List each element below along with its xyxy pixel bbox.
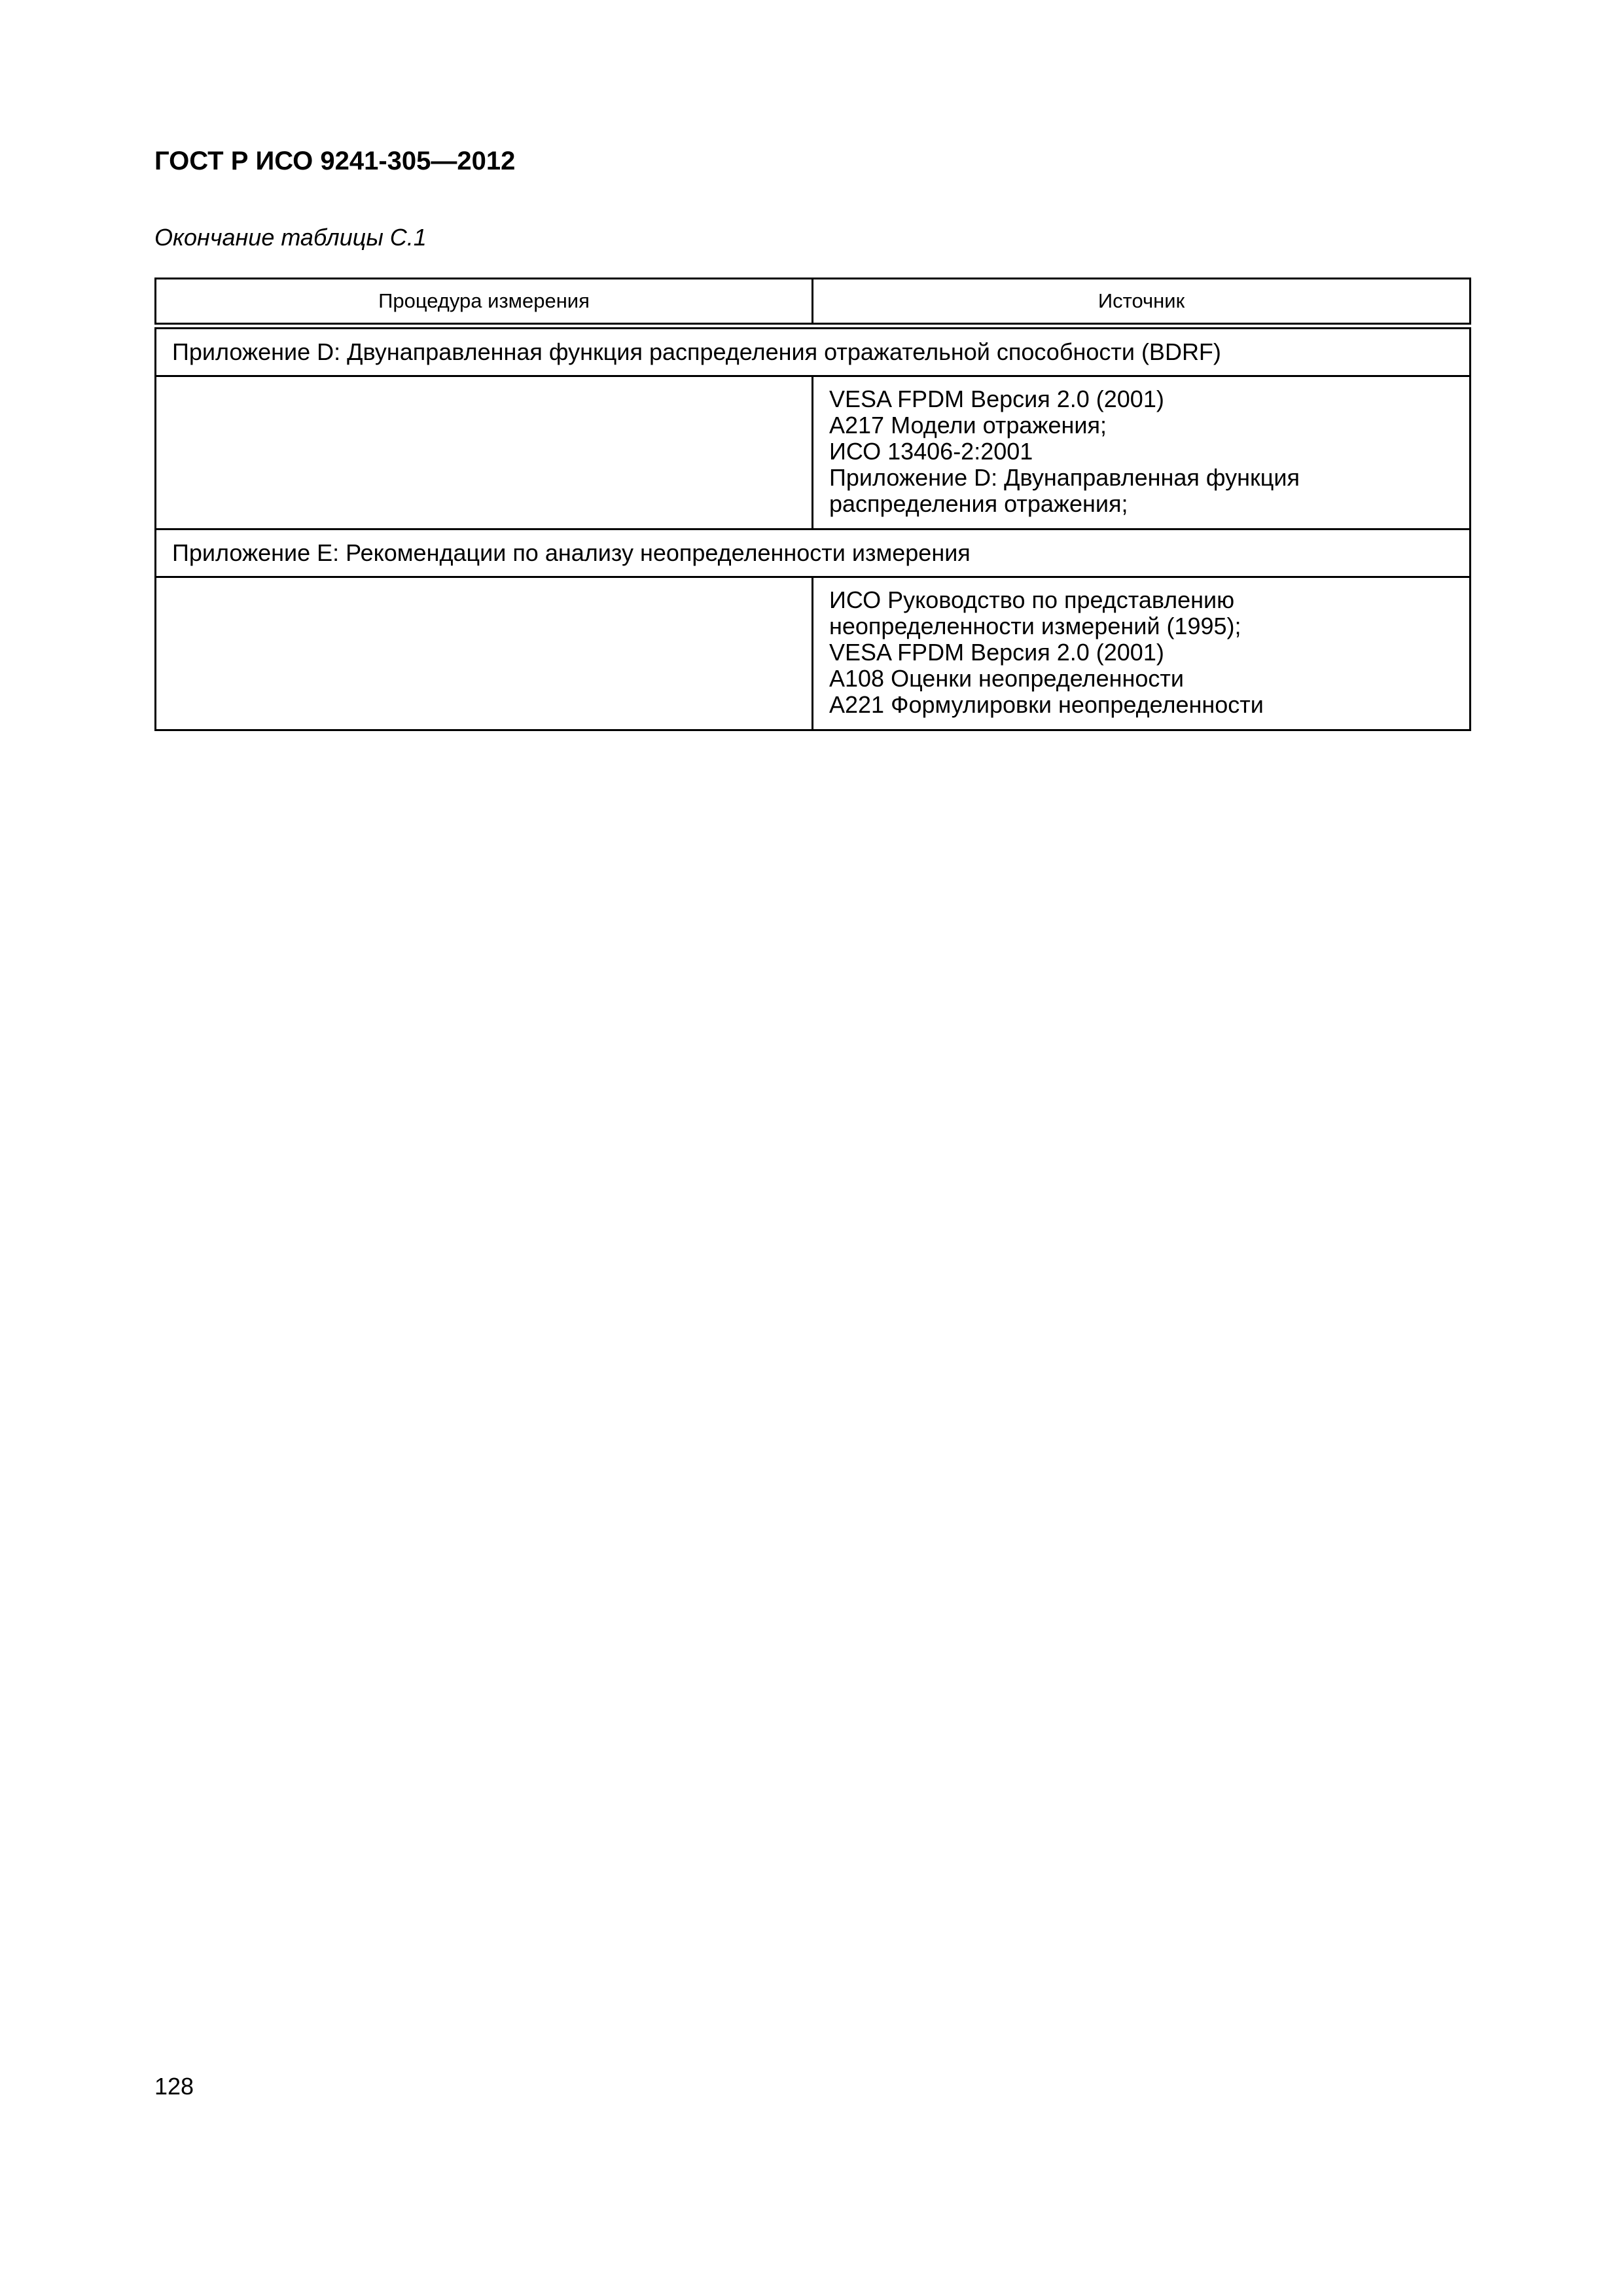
table-row [156, 577, 1471, 730]
column-header-source: Источник [813, 279, 1471, 327]
section-row [156, 529, 1471, 577]
source-line: VESA FPDM Версия 2.0 (2001) [829, 386, 1164, 412]
page-number: 128 [154, 2073, 194, 2100]
source-line: А221 Формулировки неопределенности [829, 691, 1264, 718]
source-line: ИСО Руководство по представлению [829, 586, 1235, 613]
section-heading-annex-d: Приложение D: Двунаправленная функция распределения отражательной способности (BDRF) [156, 326, 1471, 376]
source-cell [813, 577, 1471, 730]
document-title: ГОСТ Р ИСО 9241-305—2012 [154, 147, 516, 175]
source-line: А108 Оценки неопределенности [829, 665, 1184, 692]
source-cell [813, 376, 1471, 529]
column-header-procedure: Процедура измерения [156, 279, 813, 327]
source-line: ИСО 13406-2:2001 [829, 438, 1033, 465]
table-row [156, 376, 1471, 529]
source-line: А217 Модели отражения; [829, 412, 1107, 439]
source-line: неопределенности измерений (1995); [829, 613, 1241, 639]
procedure-cell [156, 577, 813, 730]
source-line: VESA FPDM Версия 2.0 (2001) [829, 639, 1164, 666]
table-caption: Окончание таблицы С.1 [154, 224, 427, 251]
section-heading-annex-e: Приложение Е: Рекомендации по анализу неопределенности измерения [156, 529, 1471, 577]
source-line: распределения отражения; [829, 490, 1128, 517]
source-line: Приложение D: Двунаправленная функция [829, 464, 1300, 491]
procedure-cell [156, 376, 813, 529]
section-row [156, 326, 1471, 376]
sources-table [154, 278, 1471, 731]
table-header-row [156, 279, 1471, 327]
